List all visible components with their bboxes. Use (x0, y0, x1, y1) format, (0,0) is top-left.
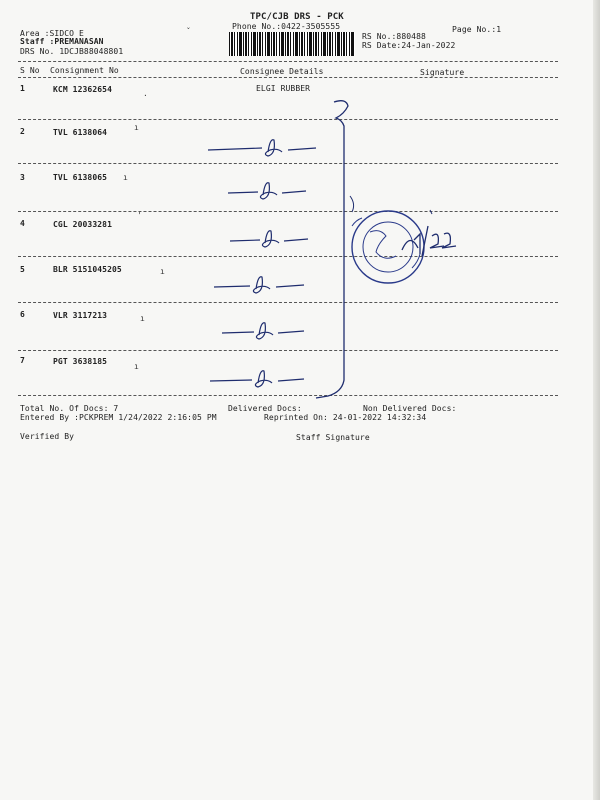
row-sno: 4 (20, 219, 25, 228)
non-delivered-docs: Non Delivered Docs: (363, 404, 457, 413)
column-header-sno: S No (20, 66, 40, 75)
row-sno: 6 (20, 310, 25, 319)
stray-mark: ı (134, 123, 139, 132)
ditto-mark (228, 183, 306, 199)
staff-label: Staff :PREMANASAN (20, 37, 104, 46)
stray-mark: ı (140, 314, 145, 323)
stray-mark: ı (160, 267, 165, 276)
reprinted-on: Reprinted On: 24-01-2022 14:32:34 (264, 413, 427, 422)
column-header-signature: Signature (420, 68, 465, 77)
total-docs: Total No. Of Docs: 7 (20, 404, 119, 413)
column-header-consignment: Consignment No (50, 66, 119, 75)
row-consignment: VLR 3117213 (53, 311, 108, 320)
area-label: Area :SIDCO E (20, 29, 84, 38)
document-title: TPC/CJB DRS - PCK (250, 12, 344, 22)
stamp-date-handwriting (402, 226, 456, 256)
scan-edge (593, 0, 600, 800)
security-gate-stamp (352, 211, 424, 283)
verified-by: Verified By (20, 432, 75, 441)
stray-dot: . (143, 89, 148, 98)
row-sno: 3 (20, 173, 25, 182)
row-consignee: ELGI RUBBER (256, 84, 311, 93)
tick-mark: ˇ (186, 27, 191, 36)
row-sno: 2 (20, 127, 25, 136)
stray-mark: ' (137, 211, 142, 220)
stray-mark: ı (123, 173, 128, 182)
rs-date: RS Date:24-Jan-2022 (362, 41, 456, 50)
phone-number: Phone No.:0422-3505555 (232, 22, 341, 31)
column-header-consignee: Consignee Details (240, 67, 324, 76)
ink-mark (430, 210, 432, 214)
row-consignment: TVL 6138064 (53, 128, 108, 137)
drs-number: DRS No. 1DCJB88048801 (20, 47, 124, 56)
page-number: Page No.:1 (452, 25, 502, 34)
row-sno: 5 (20, 265, 25, 274)
row-sno: 7 (20, 356, 25, 365)
row-consignment: BLR 5151045205 (53, 265, 122, 274)
entered-by: Entered By :PCKPREM 1/24/2022 2:16:05 PM (20, 413, 217, 422)
ditto-mark (230, 231, 308, 247)
ink-mark (350, 196, 354, 212)
row-sno: 1 (20, 84, 25, 93)
delivered-docs: Delivered Docs: (228, 404, 302, 413)
row-consignment: KCM 12362654 (53, 85, 112, 94)
bracket-stroke (316, 101, 348, 398)
row-consignment: PGT 3638185 (53, 357, 108, 366)
row-consignment: CGL 20033281 (53, 220, 112, 229)
ditto-mark (208, 140, 316, 156)
ditto-mark (222, 323, 304, 339)
row-consignment: TVL 6138065 (53, 173, 108, 182)
ditto-mark (214, 277, 304, 293)
staff-signature-label: Staff Signature (296, 433, 370, 442)
ditto-mark (210, 371, 304, 387)
stray-mark: ı (134, 362, 139, 371)
rs-number: RS No.:880488 (362, 32, 426, 41)
